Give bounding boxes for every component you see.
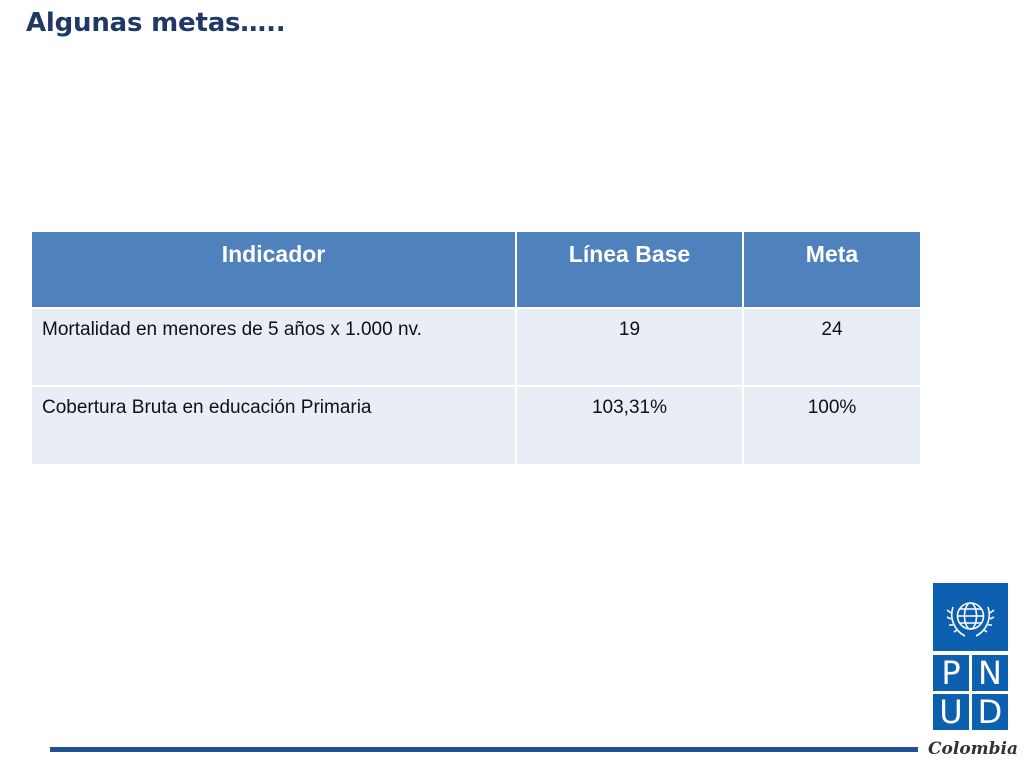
cell-indicador: Mortalidad en menores de 5 años x 1.000 nv. <box>32 308 516 386</box>
cell-linea-base: 103,31% <box>516 386 743 464</box>
slide-title: Algunas metas….. <box>26 8 286 38</box>
header-linea-base: Línea Base <box>516 232 743 308</box>
cell-indicador: Cobertura Bruta en educación Primaria <box>32 386 516 464</box>
un-emblem-icon <box>933 583 1008 651</box>
logo-letter-p: P <box>933 655 969 691</box>
header-indicador: Indicador <box>32 232 516 308</box>
logo-letter-u: U <box>933 694 969 730</box>
logo-letter-d: D <box>972 694 1008 730</box>
cell-meta: 24 <box>743 308 920 386</box>
footer-divider <box>50 747 918 752</box>
table-header-row <box>32 232 920 308</box>
cell-linea-base: 19 <box>516 308 743 386</box>
logo-caption: Colombia <box>928 739 1019 759</box>
metas-table <box>32 232 920 464</box>
header-meta: Meta <box>743 232 920 308</box>
logo-letter-n: N <box>972 655 1008 691</box>
table-row <box>32 386 920 464</box>
pnud-logo <box>933 583 1008 731</box>
cell-meta: 100% <box>743 386 920 464</box>
table-row <box>32 308 920 386</box>
